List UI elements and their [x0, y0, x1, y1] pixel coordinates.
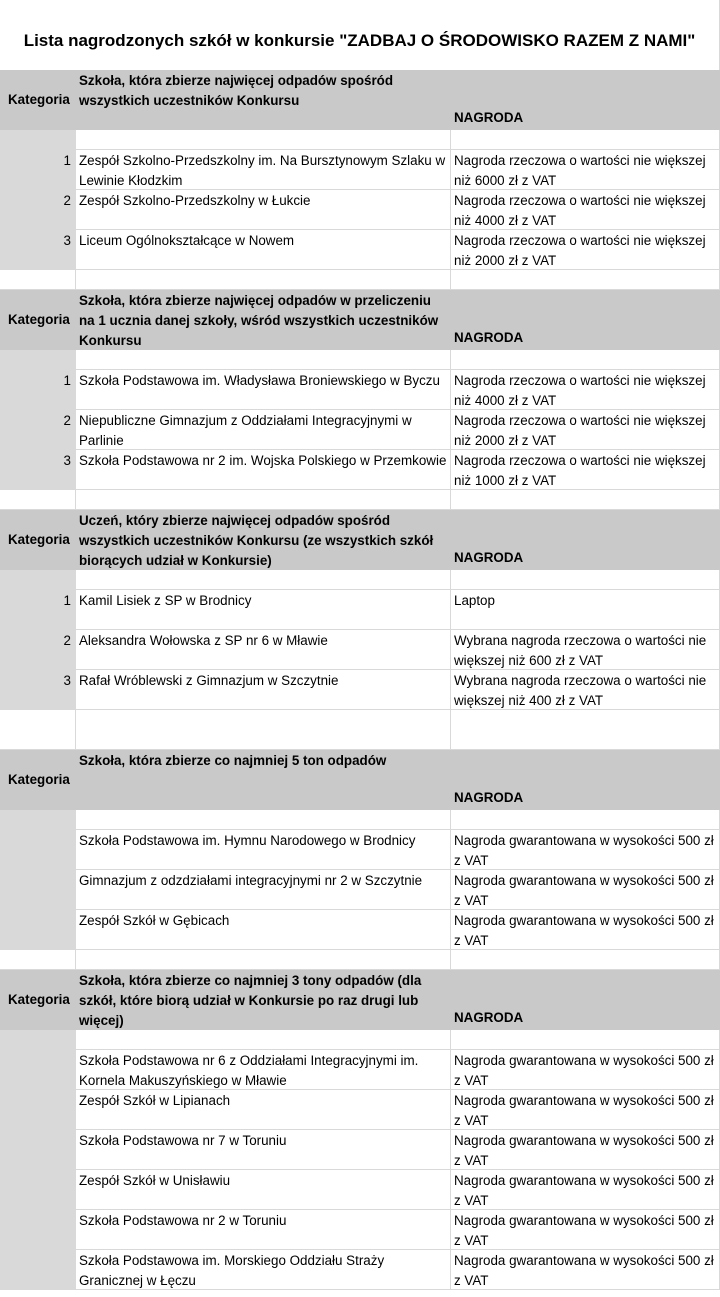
section-heading: Szkoła, która zbierze co najmniej 3 tony odpadów (dla szkół, które biorą udział w Konkursie po raz drugi lub więcej)	[75, 970, 450, 1029]
school-name: Szkoła Podstawowa im. Władysława Broniewskiego w Byczu	[75, 370, 450, 409]
prize: Nagroda gwarantowana w wysokości 500 zł z VAT	[450, 1210, 720, 1249]
prize: Nagroda rzeczowa o wartości nie większej niż 6000 zł z VAT	[450, 150, 720, 189]
category-label: Kategoria	[8, 771, 70, 787]
rank: 2	[0, 190, 75, 229]
spacer-row	[0, 950, 720, 970]
table-row	[0, 870, 720, 910]
category-label: Kategoria	[8, 91, 70, 107]
school-name: Szkoła Podstawowa nr 6 z Oddziałami Integracyjnymi im. Kornela Makuszyńskiego w Mławie	[75, 1050, 450, 1089]
rank	[0, 1090, 75, 1129]
prize: Nagroda rzeczowa o wartości nie większej niż 2000 zł z VAT	[450, 230, 720, 269]
prize: Nagroda gwarantowana w wysokości 500 zł z VAT	[450, 1130, 720, 1169]
school-name: Niepubliczne Gimnazjum z Oddziałami Integracyjnymi w Parlinie	[75, 410, 450, 449]
prize: Nagroda gwarantowana w wysokości 500 zł z VAT	[450, 1250, 720, 1289]
prize: Wybrana nagroda rzeczowa o wartości nie większej niż 400 zł z VAT	[450, 670, 720, 709]
table-row	[0, 910, 720, 950]
rank: 3	[0, 450, 75, 489]
prize: Laptop	[450, 590, 720, 629]
table-row	[0, 150, 720, 190]
prize: Nagroda gwarantowana w wysokości 500 zł z VAT	[450, 1050, 720, 1089]
table-row	[0, 370, 720, 410]
page-title: Lista nagrodzonych szkół w konkursie "ZADBAJ O ŚRODOWISKO RAZEM Z NAMI"	[0, 0, 720, 70]
blank-row	[0, 130, 720, 150]
rank	[0, 870, 75, 909]
prize: Wybrana nagroda rzeczowa o wartości nie większej niż 600 zł z VAT	[450, 630, 720, 669]
section-header	[0, 970, 720, 1030]
table-row	[0, 1130, 720, 1170]
student-name: Aleksandra Wołowska z SP nr 6 w Mławie	[75, 630, 450, 669]
prize-label: NAGRODA	[450, 290, 720, 349]
student-name: Rafał Wróblewski z Gimnazjum w Szczytnie	[75, 670, 450, 709]
category-label: Kategoria	[8, 311, 70, 327]
prize: Nagroda gwarantowana w wysokości 500 zł z VAT	[450, 1090, 720, 1129]
table-row	[0, 410, 720, 450]
table-row	[0, 1250, 720, 1290]
blank-row	[0, 350, 720, 370]
blank-row	[0, 810, 720, 830]
school-name: Zespół Szkół w Lipianach	[75, 1090, 450, 1129]
school-name: Zespół Szkolno-Przedszkolny w Łukcie	[75, 190, 450, 229]
student-name: Kamil Lisiek z SP w Brodnicy	[75, 590, 450, 629]
section-heading: Szkoła, która zbierze najwięcej odpadów w przeliczeniu na 1 ucznia danej szkoły, wśród wszystkich uczestników Konkursu	[75, 290, 450, 349]
category-label: Kategoria	[8, 991, 70, 1007]
awards-table	[0, 70, 720, 1290]
category-label: Kategoria	[8, 531, 70, 547]
section-header	[0, 750, 720, 810]
rank	[0, 1250, 75, 1289]
rank: 3	[0, 230, 75, 269]
blank-row	[0, 570, 720, 590]
table-row	[0, 190, 720, 230]
spacer-row	[0, 490, 720, 510]
table-row	[0, 1090, 720, 1130]
school-name: Szkoła Podstawowa nr 2 im. Wojska Polskiego w Przemkowie	[75, 450, 450, 489]
rank	[0, 1050, 75, 1089]
school-name: Szkoła Podstawowa nr 2 w Toruniu	[75, 1210, 450, 1249]
rank: 2	[0, 630, 75, 669]
prize-label: NAGRODA	[450, 510, 720, 569]
prize: Nagroda rzeczowa o wartości nie większej niż 2000 zł z VAT	[450, 410, 720, 449]
rank	[0, 910, 75, 949]
prize-label: NAGRODA	[450, 70, 720, 129]
prize: Nagroda rzeczowa o wartości nie większej niż 1000 zł z VAT	[450, 450, 720, 489]
school-name: Gimnazjum z odzdziałami integracyjnymi nr 2 w Szczytnie	[75, 870, 450, 909]
rank	[0, 1210, 75, 1249]
spacer-row	[0, 270, 720, 290]
table-row	[0, 1050, 720, 1090]
prize-label: NAGRODA	[450, 970, 720, 1029]
section-header	[0, 510, 720, 570]
school-name: Zespół Szkół w Gębicach	[75, 910, 450, 949]
section-heading: Szkoła, która zbierze co najmniej 5 ton odpadów	[75, 750, 450, 809]
prize-label: NAGRODA	[450, 750, 720, 809]
prize: Nagroda gwarantowana w wysokości 500 zł z VAT	[450, 830, 720, 869]
rank: 3	[0, 670, 75, 709]
table-row	[0, 1170, 720, 1210]
school-name: Zespół Szkół w Unisławiu	[75, 1170, 450, 1209]
blank-row	[0, 1030, 720, 1050]
rank: 1	[0, 590, 75, 629]
table-row	[0, 230, 720, 270]
prize: Nagroda gwarantowana w wysokości 500 zł z VAT	[450, 910, 720, 949]
school-name: Szkoła Podstawowa im. Hymnu Narodowego w Brodnicy	[75, 830, 450, 869]
prize: Nagroda rzeczowa o wartości nie większej niż 4000 zł z VAT	[450, 370, 720, 409]
section-header	[0, 290, 720, 350]
table-row	[0, 670, 720, 710]
prize: Nagroda rzeczowa o wartości nie większej niż 4000 zł z VAT	[450, 190, 720, 229]
rank	[0, 1170, 75, 1209]
school-name: Szkoła Podstawowa im. Morskiego Oddziału Straży Granicznej w Łęczu	[75, 1250, 450, 1289]
spacer-row	[0, 710, 720, 750]
table-row	[0, 1210, 720, 1250]
section-header	[0, 70, 720, 130]
table-row	[0, 630, 720, 670]
rank: 1	[0, 370, 75, 409]
rank	[0, 1130, 75, 1169]
section-heading: Uczeń, który zbierze najwięcej odpadów spośród wszystkich uczestników Konkursu (ze wszystkich szkół biorących udział w Konkursie)	[75, 510, 450, 569]
rank: 2	[0, 410, 75, 449]
table-row	[0, 450, 720, 490]
prize: Nagroda gwarantowana w wysokości 500 zł z VAT	[450, 1170, 720, 1209]
school-name: Szkoła Podstawowa nr 7 w Toruniu	[75, 1130, 450, 1169]
rank	[0, 830, 75, 869]
school-name: Zespół Szkolno-Przedszkolny im. Na Bursztynowym Szlaku w Lewinie Kłodzkim	[75, 150, 450, 189]
prize: Nagroda gwarantowana w wysokości 500 zł z VAT	[450, 870, 720, 909]
table-row	[0, 590, 720, 630]
rank: 1	[0, 150, 75, 189]
school-name: Liceum Ogólnokształcące w Nowem	[75, 230, 450, 269]
table-row	[0, 830, 720, 870]
section-heading: Szkoła, która zbierze najwięcej odpadów spośród wszystkich uczestników Konkursu	[75, 70, 450, 129]
